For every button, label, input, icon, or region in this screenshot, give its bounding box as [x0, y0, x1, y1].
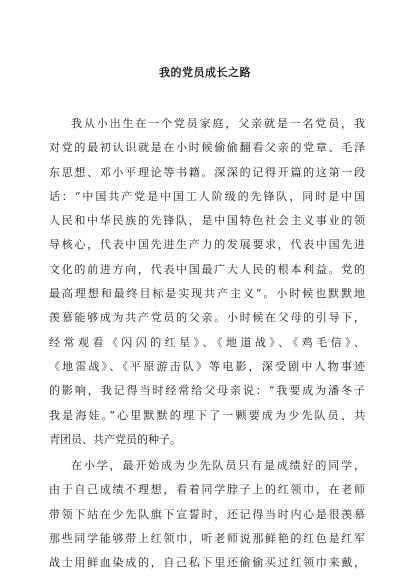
text-line: 人民和中华民族的先锋队，是中国特色社会主义事业的领 [49, 214, 365, 228]
document-title: 我的党员成长之路 [159, 66, 251, 79]
text-line: 那些同学能够带上红领巾，听老师说那鲜艳的红色是红军 [49, 532, 365, 546]
text-line: 东思想、邓小平理论等书籍。深深的记得开篇的这第一段 [49, 165, 365, 179]
text-line: 经常观看《闪闪的红星》、《地道战》、《鸡毛信》、 [49, 335, 365, 349]
text-line: 战士用鲜血染成的，自己私下里还偷偷买过红领巾来戴， [49, 556, 365, 570]
text-line: 话：“中国共产党是中国工人阶级的先锋队，同时是中国 [49, 189, 365, 203]
paragraph-2 [49, 454, 365, 575]
document-body [49, 112, 365, 576]
text-line: 我是海娃。”心里默默的埋下了一颗要成为少先队员、共 [49, 408, 365, 422]
text-line: 在小学，最开始成为少先队员只有是成绩好的同学， [71, 459, 365, 473]
text-line: 带领下站在少先队旗下宣誓时，还记得当时内心是很羡慕 [49, 507, 365, 521]
paragraph-1 [49, 112, 365, 452]
text-line: 青团员、共产党员的种子。 [49, 432, 181, 446]
text-line: 导核心，代表中国先进生产力的发展要求，代表中国先进 [49, 238, 365, 252]
text-line: 由于自己成绩不理想，看着同学脖子上的红领巾，在老师 [49, 483, 365, 497]
text-line: 羡慕能够成为共产党员的父亲。小时候在父母的引导下， [49, 311, 365, 325]
text-line: 《地雷战》、《平原游击队》等电影，深受剧中人物事迹 [49, 359, 365, 373]
text-line: 最高理想和最终目标是实现共产主义”。小时候也默默地 [49, 287, 365, 301]
text-line: 文化的前进方向，代表中国最广大人民的根本利益。党的 [49, 262, 365, 276]
text-line: 我从小出生在一个党员家庭，父亲就是一名党员，我 [71, 117, 365, 130]
text-line: 对党的最初认识就是在小时候偷偷翻看父亲的党章、毛泽 [49, 141, 365, 155]
text-line: 的影响，我记得当时经常给父母亲说：“我要成为潘冬子 [49, 384, 365, 398]
